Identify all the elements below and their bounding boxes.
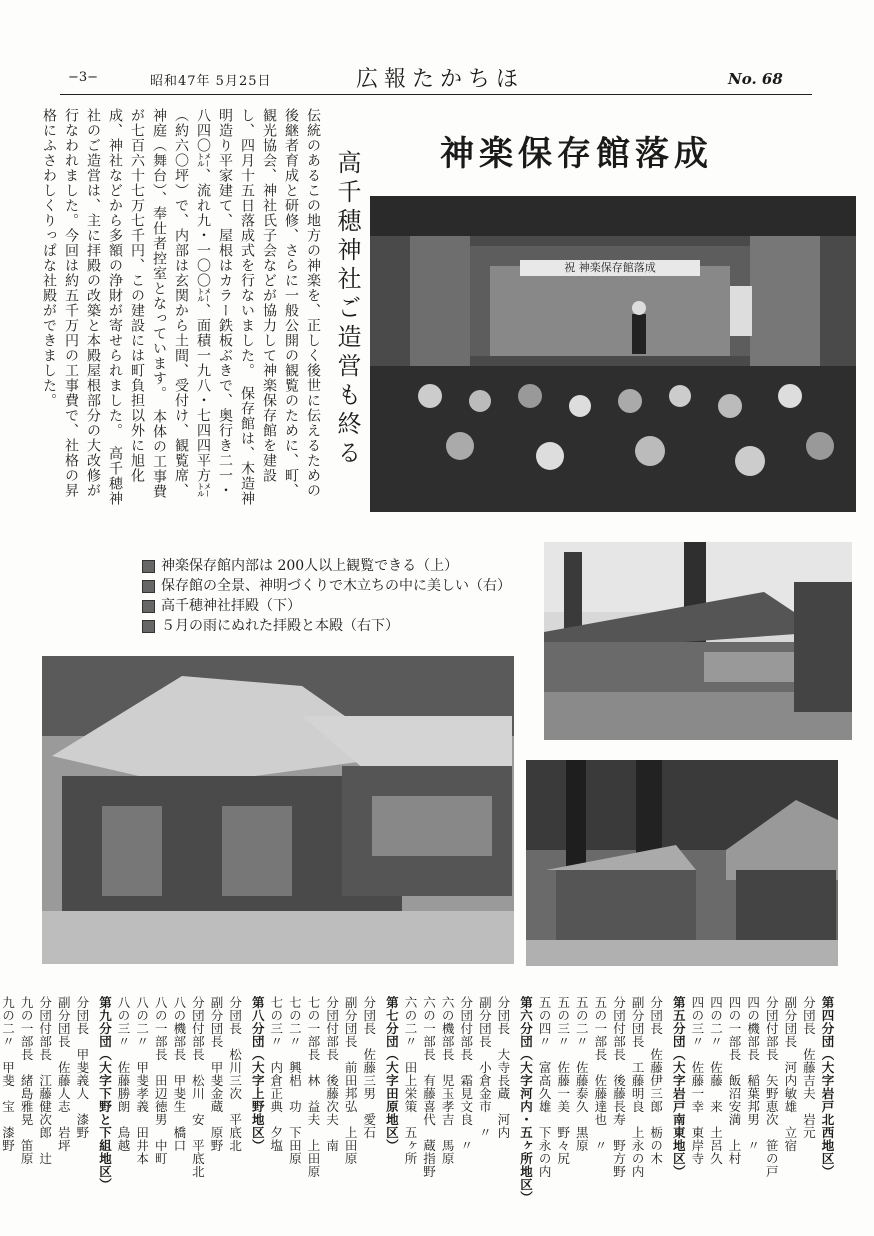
photo-captions: [142, 556, 511, 636]
caption-item: [142, 556, 511, 576]
roster-group-heading: 第四分団（大字岩戸北西地区）: [820, 996, 835, 1178]
roster-line: 分団長 佐藤三男 愛石: [361, 996, 377, 1139]
roster-line: 四の機部長 稲葉邦男 〃: [745, 996, 761, 1152]
roster-line: 分団長 甲斐義人 漆野: [74, 996, 90, 1139]
roster-line: 分団長 大寺長蔵 河内: [495, 996, 511, 1139]
roster-line: 副分団長 小倉金市 〃: [477, 996, 493, 1139]
photo-hall-interior: [370, 196, 856, 512]
roster-line: 六の一部長 有藤喜代 蔵指野: [421, 996, 437, 1178]
roster-line: 副分団長 佐藤人志 岩坪: [56, 996, 72, 1152]
caption-item: [142, 616, 511, 636]
headline: 神楽保存館落成: [440, 134, 713, 174]
banner-sign: 祝 神楽保存館落成: [520, 260, 700, 276]
roster-line: 分団長 佐藤伊三郎 栃の木: [648, 996, 664, 1165]
caption-item: [142, 576, 511, 596]
roster-line: 五の四〃 富高久雄 下永の内: [537, 996, 553, 1178]
issue-number: No. 68: [728, 70, 783, 88]
roster-line: 副分団長 甲斐金蔵 原野: [209, 996, 224, 1152]
bullet-square-icon: [142, 600, 155, 613]
page-number: −3−: [68, 70, 99, 85]
roster-line: 八の二〃 甲斐孝義 田井本: [134, 996, 150, 1165]
roster-line: 分団付部長 江藤健次郎 辻: [37, 996, 53, 1165]
photo-haiden-honden: [526, 760, 838, 966]
roster-line: 分団付部長 霜見文良 〃: [458, 996, 474, 1152]
roster-line: 副分団長 河内敏雄 立宿: [782, 996, 798, 1152]
bullet-square-icon: [142, 580, 155, 593]
roster-group-heading: 第五分団（大字岩戸南東地区）: [671, 996, 687, 1178]
photo-hall-exterior: [544, 542, 852, 740]
roster-group-heading: 第九分団（大字下野と下組地区）: [97, 996, 113, 1191]
roster-line: 八の三〃 佐藤勝朗 鳥越: [116, 996, 132, 1152]
roster-group-heading: 第六分団（大字河内・五ヶ所地区）: [518, 996, 534, 1204]
caption-text: 高千穂神社拝殿（下）: [161, 598, 301, 614]
roster-line: 八の機部長 甲斐生 橋口: [171, 996, 187, 1152]
caption-text: ５月の雨にぬれた拝殿と本殿（右下）: [161, 618, 399, 634]
roster-line: 九の二〃 甲斐 宝 漆野: [0, 996, 16, 1152]
roster-line: 四の二〃 佐藤 来 土呂久: [708, 996, 724, 1165]
fire-brigade-roster: [0, 996, 836, 1216]
roster-line: 分団付部長 後藤長寿 野方野: [611, 996, 627, 1178]
roster-line: 五の一部長 佐藤達也 〃: [592, 996, 608, 1152]
roster-line: 六の機部長 児玉孝吉 馬原: [440, 996, 456, 1165]
caption-text: 神楽保存館内部は 200人以上観覧できる（上）: [161, 558, 459, 574]
roster-line: 分団付部長 矢野恵次 笹の戸: [764, 996, 780, 1178]
caption-text: 保存館の全景、神明づくりで木立ちの中に美しい（右）: [161, 578, 511, 594]
roster-line: 九の一部長 緒島雅晃 笛原: [19, 996, 35, 1165]
roster-group-heading: 第七分団（大字田原地区）: [384, 996, 400, 1152]
roster-line: 副分団長 工藤明良 上永の内: [630, 996, 646, 1178]
roster-line: 分団付部長 後藤次夫 南: [324, 996, 340, 1152]
roster-line: 分団付部長 松川 安 平底北: [190, 996, 206, 1178]
roster-line: 副分団長 前田邦弘 上田原: [343, 996, 359, 1165]
issue-date: 昭和47年 5月25日: [150, 74, 272, 89]
article-body: 伝統のあるこの地方の神楽を、正しく後世に伝えるための後継者育成と研修、さらに一般公開の観覧のために、町、観光協会、神社氏子会などが協力して神楽保存館を建設し、四月十五日落成式を行ないました。 保存館は、木造神明造り平家建て、屋根はカラー鉄板ぶきで、奥行き二一・八四〇㍍、流れ九・一〇〇㍍、面積一九八・七四四平方㍍（約六〇坪）で、内部は玄関から土間、受付け、観覧席、神庭（舞台）、奉仕者控室となっています。 本体の工事費が七百六十七万七千円、この建設には町負担以外に旭化成、神社などから多額の浄財が寄せられました。 高千穂神社のご造営は、主に拝殿の改築と本殿屋根部分の大改修が行なわれました。今回は約五千万円の工事費で、社格の昇格にふさわしくりっぱな社殿ができました。: [41, 108, 321, 506]
bullet-square-icon: [142, 560, 155, 573]
roster-line: 四の一部長 飯沼安満 上村: [727, 996, 743, 1165]
header-rule: [60, 94, 812, 95]
roster-line: 七の一部長 林 益夫 上田原: [305, 996, 321, 1178]
roster-line: 八の一部長 田辺徳男 中町: [153, 996, 169, 1165]
roster-line: 分団長 松川三次 平底北: [227, 996, 243, 1152]
roster-line: 六の二〃 田上栄策 五ヶ所: [402, 996, 418, 1165]
photo-shrine-haiden: [42, 656, 514, 964]
subheadline: 高千穂神社ご造営も終る: [333, 150, 361, 469]
roster-line: 四の三〃 佐藤一幸 東岸寺: [689, 996, 705, 1165]
bullet-square-icon: [142, 620, 155, 633]
roster-line: 五の二〃 佐藤泰久 黒原: [574, 996, 590, 1152]
roster-group-heading: 第八分団（大字上野地区）: [250, 996, 266, 1152]
roster-line: 五の三〃 佐藤一美 野々尻: [555, 996, 571, 1165]
newsletter-title: 広報たかちほ: [356, 67, 525, 92]
roster-line: 七の三〃 内倉正典 夕塩: [268, 996, 284, 1152]
roster-line: 分団長 佐藤吉夫 岩元: [801, 996, 817, 1139]
roster-line: 七の二〃 興梠 功 下田原: [287, 996, 303, 1165]
caption-item: [142, 596, 511, 616]
